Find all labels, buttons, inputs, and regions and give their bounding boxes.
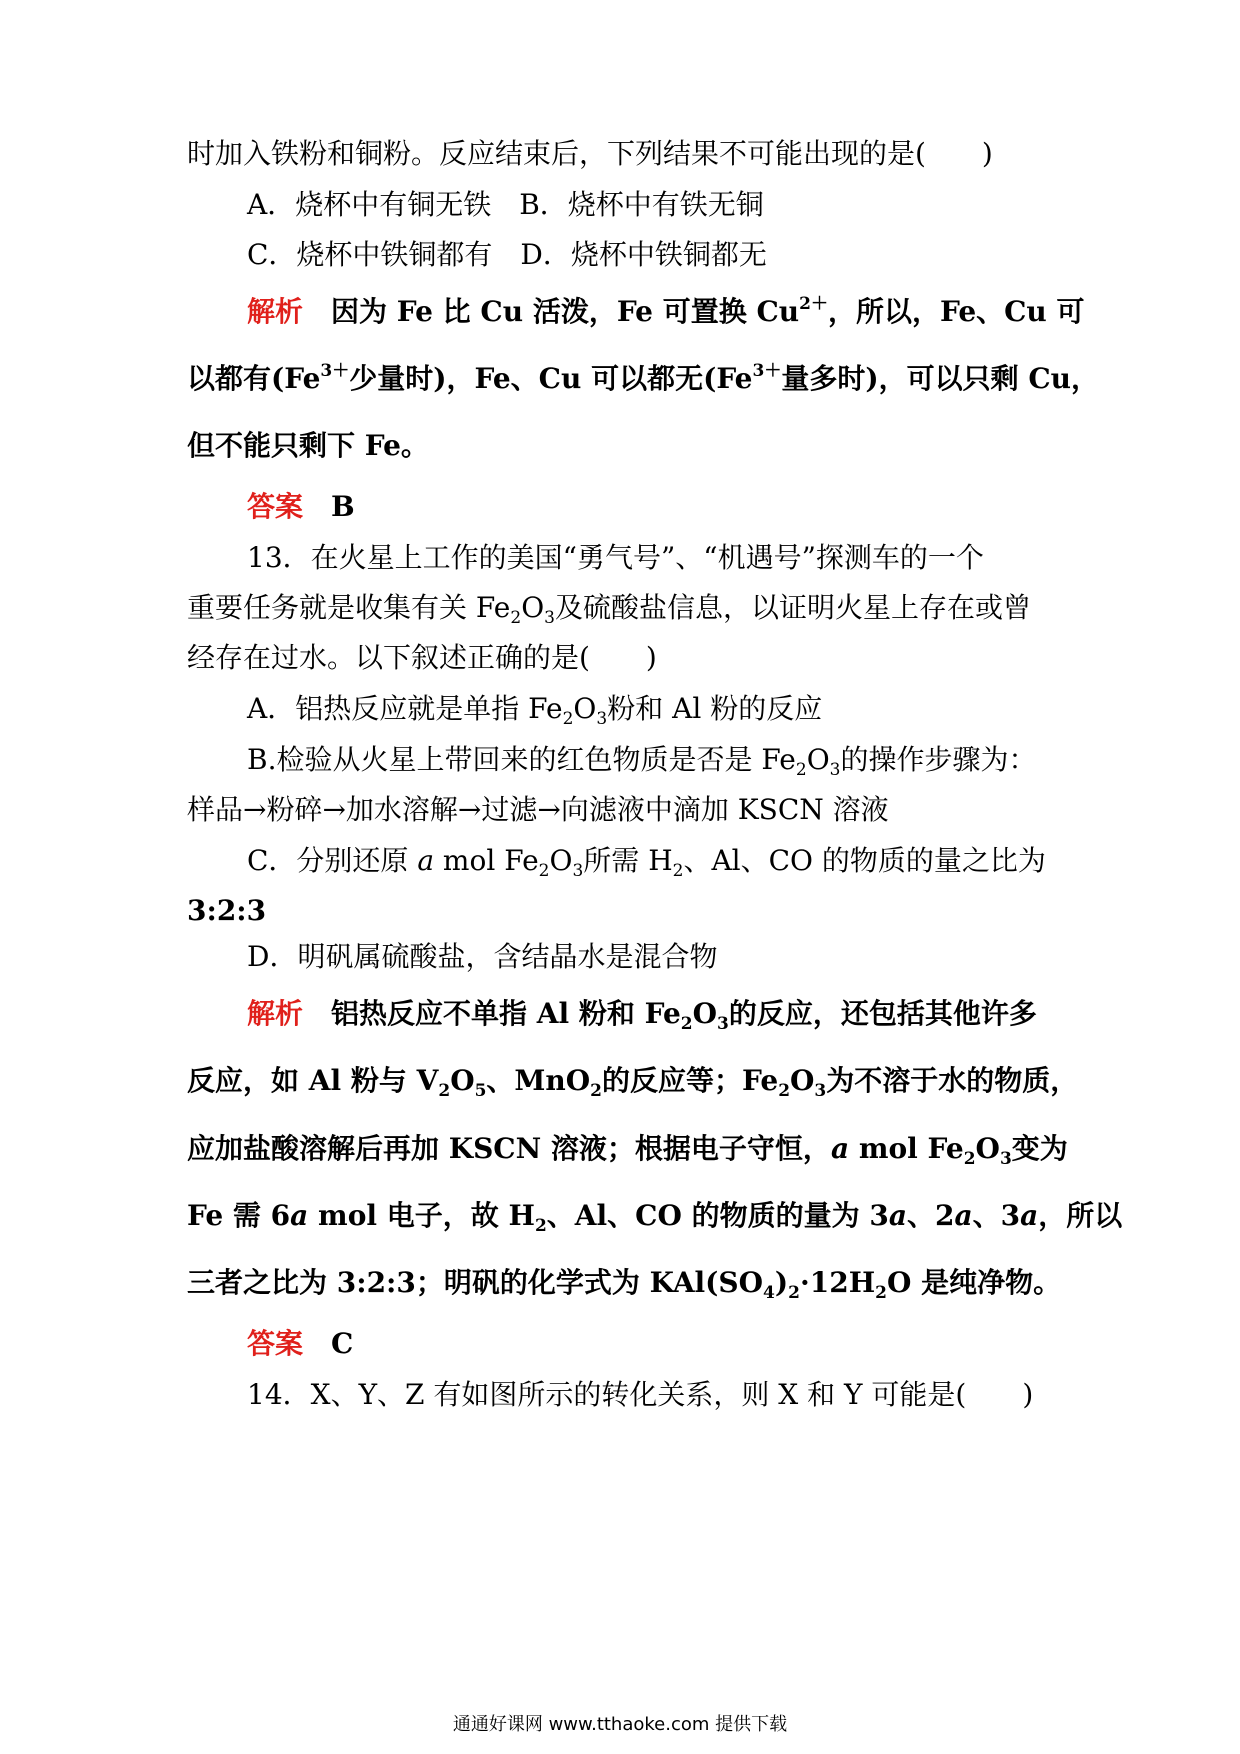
q13-option-b-line-2: 样品→粉碎→加水溶解→过滤→向滤液中滴加 KSCN 溶液 [187, 793, 889, 826]
analysis-label: 解析 [247, 295, 304, 328]
q13-stem-line-2: 重要任务就是收集有关 $Fe_2O_3$及硫酸盐信息，以证明火星上存在或曾 [187, 591, 1032, 628]
q12-options-ab: A．烧杯中有铜无铁 B．烧杯中有铁无铜 [247, 188, 764, 221]
answer-label: 答案 [247, 490, 304, 523]
q12-stem: 时加入铁粉和铜粉。反应结束后，下列结果不可能出现的是( ) [187, 137, 993, 170]
q12-analysis-line-3: 但不能只剩下 Fe。 [187, 429, 429, 462]
q13-option-b: B.检验从火星上带回来的红色物质是否是 $Fe_2O_3$的操作步骤为： [247, 743, 1037, 780]
answer-label: 答案 [247, 1327, 304, 1360]
q13-answer: 答案 C [247, 1327, 354, 1360]
page-footer: 通通好课网 www.tthaoke.com 提供下载 [452, 1714, 788, 1735]
q13-analysis-line-4: Fe 需 6a mol 电子，故 $H_2$、Al、CO 的物质的量为 3a、2a、3a，所以 [187, 1199, 1123, 1236]
q13-analysis-line-2: 反应，如 Al 粉与 $V_2O_5$、MnO$_2$的反应等；$Fe_2O_3$为不溶于水的物质， [187, 1064, 1079, 1101]
q12-analysis-line-1: 解析 因为 Fe 比 Cu 活泼，Fe 可置换 $Cu^{2+}$，所以，Fe、Cu 可 [247, 294, 1085, 328]
q13-option-a: A．铝热反应就是单指 $Fe_2O_3$粉和 Al 粉的反应 [247, 692, 823, 729]
q12-options-cd: C．烧杯中铁铜都有 D．烧杯中铁铜都无 [247, 238, 767, 271]
q13-analysis-line-5: 三者之比为 3:2:3；明矾的化学式为 $KAl(SO_4)_2\cdot 12H_2O$ 是纯净物。 [187, 1266, 1062, 1303]
q13-analysis-line-1: 解析 铝热反应不单指 Al 粉和 $Fe_2O_3$的反应，还包括其他许多 [247, 997, 1037, 1034]
q13-option-d: D．明矾属硫酸盐，含结晶水是混合物 [247, 940, 718, 973]
q13-stem-line-1: 13．在火星上工作的美国“勇气号”、“机遇号”探测车的一个 [247, 541, 984, 574]
analysis-label: 解析 [247, 997, 304, 1030]
q13-analysis-line-3: 应加盐酸溶解后再加 KSCN 溶液；根据电子守恒，a mol $Fe_2O_3$变为 [187, 1132, 1068, 1169]
q13-stem-line-3: 经存在过水。以下叙述正确的是( ) [187, 641, 657, 674]
q13-option-c: C．分别还原 a mol $Fe_2O_3$所需 $H_2$、Al、CO 的物质的量之比为 [247, 844, 1046, 881]
q12-answer: 答案 B [247, 490, 355, 523]
q12-analysis-line-2: 以都有($Fe^{3+}$少量时)，Fe、Cu 可以都无($Fe^{3+}$量多时)，可以只剩 Cu， [187, 361, 1099, 395]
q14-stem: 14．X、Y、Z 有如图所示的转化关系，则 X 和 Y 可能是( ) [247, 1378, 1034, 1411]
q13-option-c-line-2: 3:2:3 [187, 894, 267, 927]
